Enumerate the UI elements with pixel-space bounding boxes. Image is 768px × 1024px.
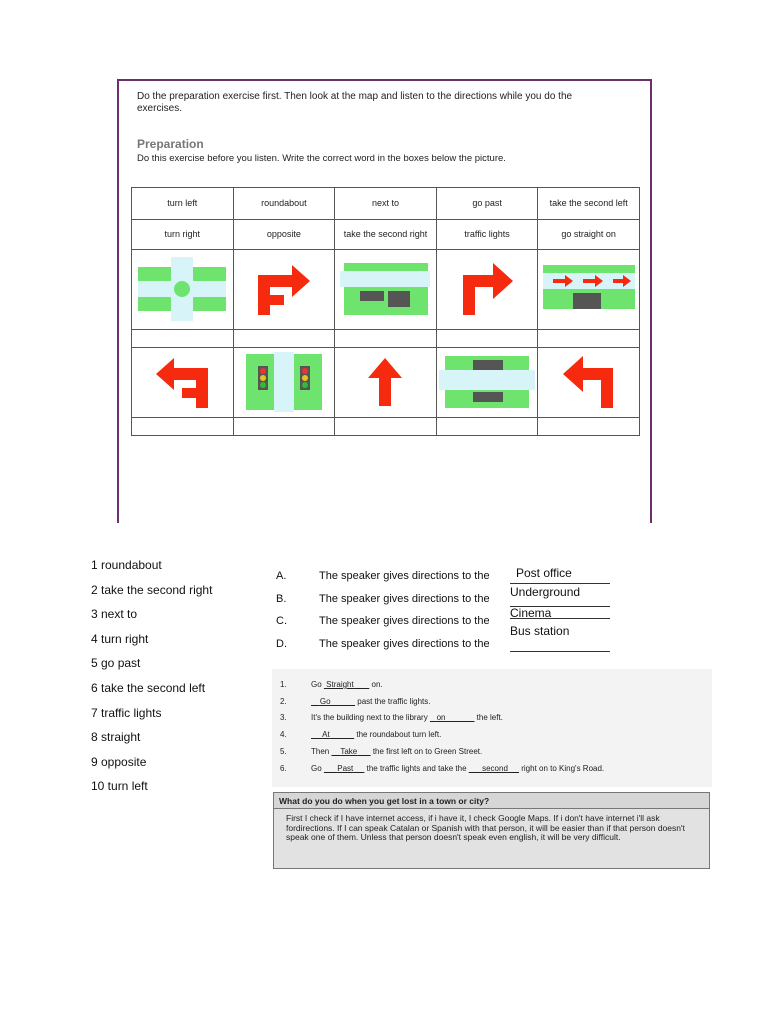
word-cell: go straight on <box>538 220 640 250</box>
word-cell: take the second right <box>335 220 437 250</box>
question-row: C. The speaker gives directions to the Cinema <box>276 613 616 636</box>
next-to-picture <box>335 250 437 330</box>
answer-box[interactable] <box>335 330 437 348</box>
list-item: 6 take the second left <box>91 680 206 695</box>
word-cell: roundabout <box>233 188 335 220</box>
speaker-questions <box>276 568 616 658</box>
list-item: 8 straight <box>91 730 141 745</box>
list-item: 2 take the second right <box>91 582 213 597</box>
word-cell: go past <box>436 188 538 220</box>
list-item: 4 turn right <box>91 631 149 646</box>
word-cell: next to <box>335 188 437 220</box>
opposite-picture <box>436 348 538 418</box>
question-row: D. The speaker gives directions to the Bus station <box>276 636 616 659</box>
lost-question-box <box>273 792 710 869</box>
list-item: 9 opposite <box>91 754 147 769</box>
list-item: 1 roundabout <box>91 558 162 572</box>
answer-field[interactable]: Take <box>340 747 358 756</box>
list-item: 7 traffic lights <box>91 705 162 720</box>
answer-box[interactable] <box>132 330 234 348</box>
question-row: A. The speaker gives directions to the Post office <box>276 568 616 591</box>
vocabulary-table <box>131 187 640 436</box>
answer-field[interactable]: Post office <box>516 566 572 580</box>
gap-fill-exercise: 1. Go Straight on. 2. Go past the traffic lights. 3. It's the building next to the library on the left. 4. At the roundabout turn left. 5. Then Take the first left on to Green Street. 6. Go Past the traffic lights and take the second right on to King's Road. <box>272 669 712 787</box>
answer-field[interactable]: Straight <box>326 680 354 689</box>
word-cell: take the second left <box>538 188 640 220</box>
answer-field[interactable]: Cinema <box>510 606 552 620</box>
straight-arrow-picture <box>335 348 437 418</box>
answer-box[interactable] <box>233 418 335 436</box>
answer-field[interactable]: Go <box>319 697 331 706</box>
answer-box[interactable] <box>233 330 335 348</box>
go-past-arrows-picture <box>538 250 640 330</box>
answer-field[interactable]: Bus station <box>510 623 570 638</box>
intro-text: Do the preparation exercise first. Then look at the map and listen to the directions while you do the exercises. <box>137 91 573 114</box>
turn-right-arrow-picture <box>436 250 538 330</box>
word-cell: turn left <box>132 188 234 220</box>
second-right-arrow-picture <box>233 250 335 330</box>
answer-field[interactable]: Past <box>337 764 354 773</box>
list-item: 10 turn left <box>91 779 148 794</box>
turn-left-arrow-picture <box>538 348 640 418</box>
answer-box[interactable] <box>132 418 234 436</box>
preparation-instructions: Do this exercise before you listen. Write the correct word in the boxes below the picture. <box>137 153 506 164</box>
word-cell: turn right <box>132 220 234 250</box>
roundabout-picture <box>132 250 234 330</box>
word-cell: traffic lights <box>436 220 538 250</box>
answer-box[interactable] <box>335 418 437 436</box>
answer-field[interactable]: second <box>482 764 508 773</box>
answer-field[interactable]: At <box>322 730 330 739</box>
preparation-title: Preparation <box>137 137 204 151</box>
question-row: B. The speaker gives directions to the Underground <box>276 591 616 614</box>
answer-box[interactable] <box>538 330 640 348</box>
lost-answer[interactable]: First I check if I have internet access, if i have it, I check Google Maps. If i don't have internet i'll ask fordirections. If I can speak Catalan or Spanish with that person, it will be easier than if that person doesn't speak one of them. Unless that person doesn't speak even english, it will be very difficult. <box>286 813 685 842</box>
second-left-arrow-picture <box>132 348 234 418</box>
answer-box[interactable] <box>436 418 538 436</box>
answer-box[interactable] <box>436 330 538 348</box>
answer-field[interactable]: Underground <box>510 584 581 599</box>
traffic-lights-picture <box>233 348 335 418</box>
answer-box[interactable] <box>538 418 640 436</box>
answer-field[interactable]: on <box>436 713 446 722</box>
answers-list <box>91 556 212 802</box>
list-item: 3 next to <box>91 607 138 622</box>
lost-question: What do you do when you get lost in a town or city? <box>274 793 709 809</box>
list-item: 5 go past <box>91 656 141 671</box>
word-cell: opposite <box>233 220 335 250</box>
